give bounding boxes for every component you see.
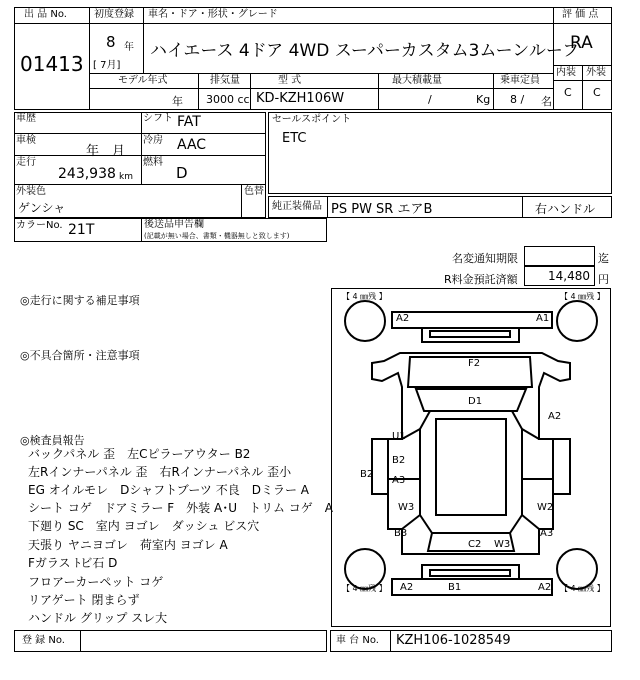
mileage-label: 走行 (16, 157, 36, 168)
damage-mark: W2 (537, 502, 554, 513)
eval-score: RA (570, 33, 593, 53)
first-reg-label: 初度登録 (94, 9, 134, 20)
displacement-label: 排気量 (210, 75, 240, 86)
sales-point: ETC (282, 131, 307, 146)
driving-notes-title: ◎走行に関する補足事項 (20, 294, 140, 307)
inspector-line: 天張り ヤニヨゴレ 荷室内 ヨゴレ A (28, 538, 228, 552)
eval-label: 評 価 点 (562, 9, 599, 20)
inspection-value: 年 月 (86, 144, 126, 159)
inspection-label: 車検 (16, 135, 36, 146)
color-no-label: カラーNo. (16, 220, 63, 231)
inspector-title: ◎検査員報告 (20, 434, 85, 447)
name-change-box (524, 246, 595, 266)
reg-no-label: 登 録 No. (22, 635, 65, 646)
first-reg-year: 8 (106, 33, 116, 51)
inspector-line: 左Rインナーパネル 歪 右Rインナーパネル 歪小 (28, 465, 292, 479)
car-name: ハイエース 4ドア 4WD スーパーカスタム3ムーンルーフ (150, 41, 580, 61)
damage-mark: C2 (468, 539, 482, 550)
defects-title: ◎不具合箇所・注意事項 (20, 349, 140, 362)
max-load-sep: / (428, 93, 432, 106)
year-unit: 年 (124, 42, 134, 53)
inspector-line: EG オイルモレ Dシャフトブーツ 不良 Dミラー A (28, 483, 309, 497)
name-change-unit: 迄 (598, 252, 609, 265)
lot-no: 01413 (20, 52, 84, 76)
chassis-no: KZH106-1028549 (396, 633, 511, 648)
equipment-label: 純正装備品 (272, 201, 322, 212)
color-no: 21T (68, 222, 95, 238)
sales-point-label: セールスポイント (272, 114, 352, 125)
damage-mark: A3 (392, 475, 406, 486)
damage-mark: U1 (392, 431, 406, 442)
damage-mark: A2 (548, 411, 562, 422)
damage-mark: A3 (540, 528, 554, 539)
tire-label-rl: 【 4 ㎜残 】 (342, 584, 387, 593)
vehicle-type: KD-KZH106W (256, 91, 345, 106)
inspector-line: フロアーカーペット コゲ (28, 575, 164, 589)
damage-mark: A1 (536, 313, 550, 324)
displacement: 3000 cc (206, 93, 250, 106)
declaration-label: 後送品申告欄 (144, 219, 204, 230)
interior-label: 内装 (556, 67, 576, 78)
lot-no-label: 出 品 No. (24, 9, 67, 20)
damage-mark: B2 (360, 469, 374, 480)
interior-score: C (564, 86, 572, 99)
fuel-label: 燃料 (143, 157, 163, 168)
model-year-label: モデル年式 (118, 75, 168, 86)
tire-label-rr: 【 4 ㎜残 】 (560, 584, 605, 593)
damage-mark: D1 (468, 396, 483, 407)
damage-mark: B3 (394, 528, 408, 539)
car-outline-icon (332, 289, 609, 625)
fuel: D (176, 164, 188, 182)
tire-label-fr: 【 4 ㎜残 】 (560, 292, 605, 301)
damage-mark: B1 (448, 582, 462, 593)
steering: 右ハンドル (535, 202, 596, 216)
inspector-line: シート コゲ ドアミラー F 外装 A･U トリム コゲ A (28, 501, 334, 515)
ac-label: 冷房 (143, 135, 163, 146)
color-change-label: 色替 (244, 186, 264, 197)
exterior-label: 外装 (586, 67, 606, 78)
recycle-unit: 円 (598, 273, 609, 286)
color: ゲンシャ (18, 201, 66, 215)
capacity: 8 / (510, 93, 525, 106)
recycle-label: R料金預託済額 (444, 273, 518, 286)
inspector-line: 下廻り SC 室内 ヨゴレ ダッシュ ビス穴 (28, 519, 260, 533)
damage-mark: W3 (398, 502, 415, 513)
tire-label-fl: 【 4 ㎜残 】 (342, 292, 387, 301)
first-reg-month: [ 7月] (93, 60, 121, 71)
capacity-label: 乗車定員 (500, 75, 540, 86)
inspector-line: Fガラス ﾄビ石 D (28, 556, 118, 570)
declaration-note: (記載が無い場合、書類・機器無しと致します) (144, 232, 290, 240)
damage-mark: A2 (396, 313, 410, 324)
type-label: 型 式 (278, 75, 302, 86)
max-load-unit: Kg (476, 93, 491, 106)
inspector-line: バックパネル 歪 左Cピラーアウター B2 (28, 447, 251, 461)
color-label: 外装色 (16, 186, 46, 197)
mileage-unit: km (119, 172, 133, 182)
shift: FAT (177, 114, 201, 130)
damage-mark: A2 (400, 582, 414, 593)
shift-label: シフト (143, 113, 173, 124)
body-diagram (331, 288, 611, 627)
inspector-line: ハンドル グリップ スレ大 (28, 611, 168, 625)
mileage: 243,938 (58, 166, 116, 182)
damage-mark: A2 (538, 582, 552, 593)
equipment: PS PW SR エアB (331, 202, 433, 217)
damage-mark: B2 (392, 455, 406, 466)
inspector-line: リアゲート 閉まらず (28, 593, 140, 607)
recycle-amount: 14,480 (548, 269, 590, 283)
capacity-unit: 名 (541, 95, 552, 108)
damage-mark: W3 (494, 539, 511, 550)
damage-mark: F2 (468, 358, 481, 369)
name-change-label: 名変通知期限 (452, 252, 518, 265)
car-name-label: 車名・ドア・形状・グレード (148, 9, 278, 20)
max-load-label: 最大積載量 (392, 75, 442, 86)
chassis-label: 車 台 No. (336, 635, 379, 646)
exterior-score: C (593, 86, 601, 99)
history-label: 車歴 (16, 113, 36, 124)
ac: AAC (177, 137, 207, 153)
model-year-unit: 年 (172, 95, 183, 108)
